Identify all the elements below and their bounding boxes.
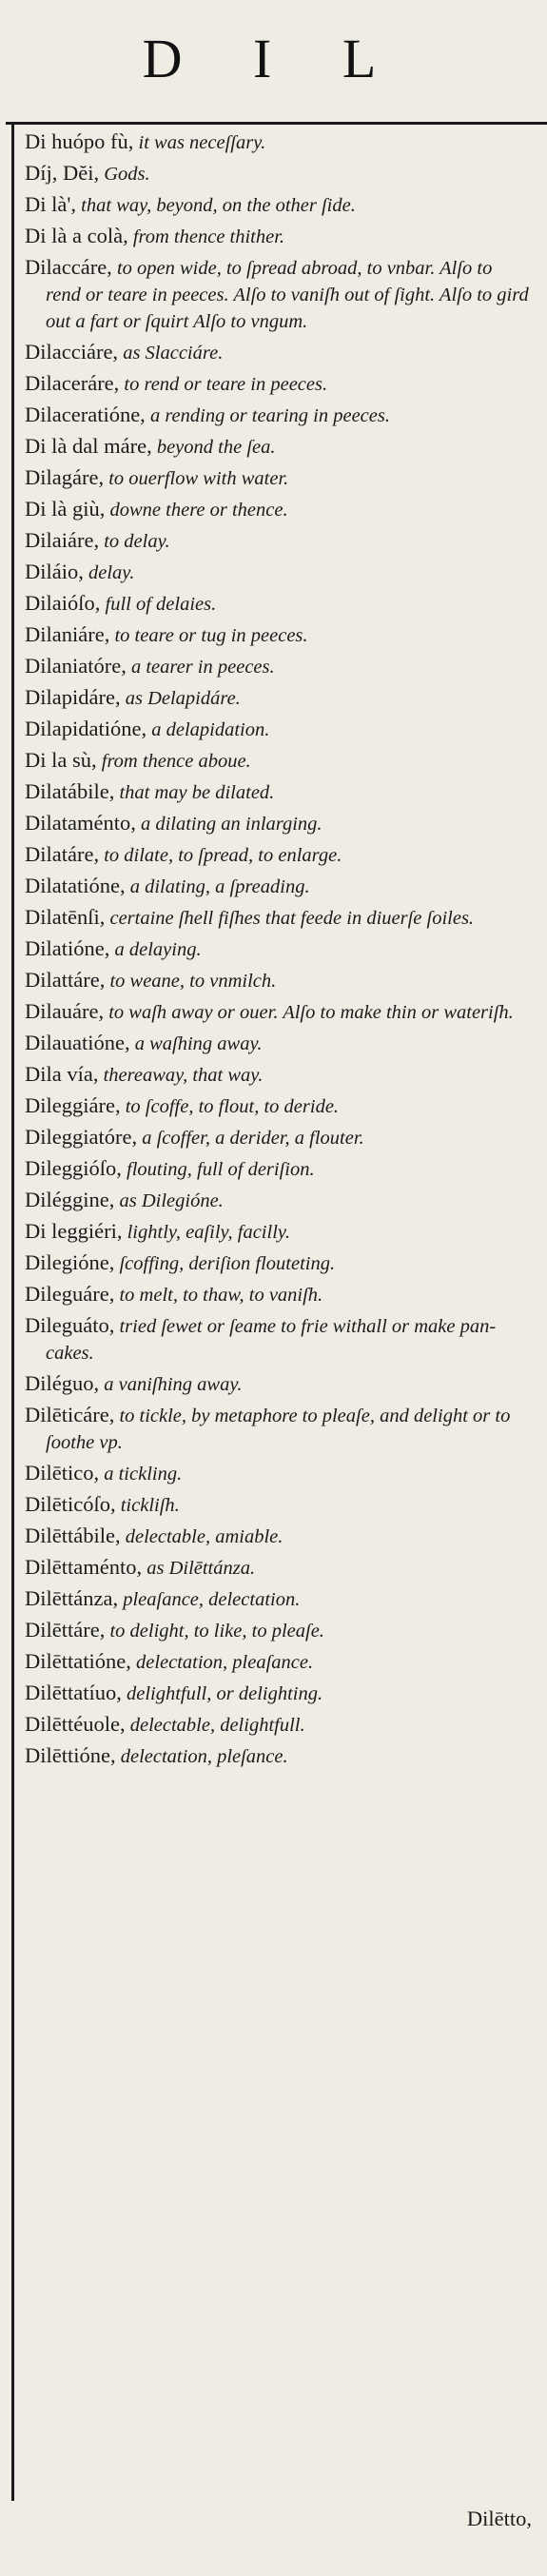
dictionary-entry <box>25 223 531 250</box>
entry-definition: a waſhing away. <box>129 1033 263 1054</box>
entry-headword: Di huópo fù, <box>25 129 134 153</box>
entry-definition: Gods. <box>99 164 150 185</box>
entry-headword: Di là giù, <box>25 497 106 521</box>
dictionary-entry <box>25 1155 531 1183</box>
entry-definition: lightly, eaſily, facilly. <box>122 1222 290 1243</box>
entry-definition: a tickling. <box>99 1464 183 1485</box>
entry-headword: Dilēttaménto, <box>25 1555 143 1579</box>
entry-definition: a dilating an inlarging. <box>135 814 322 835</box>
entry-list <box>25 128 531 1774</box>
entry-definition: to tickle, by metaphore to pleaſe, and delight or to ſoothe vp. <box>46 1406 511 1453</box>
entry-headword: Dilēttábile, <box>25 1524 121 1547</box>
dictionary-entry <box>25 1554 531 1582</box>
dictionary-entry <box>25 191 531 219</box>
dictionary-entry <box>25 559 531 586</box>
dictionary-entry <box>25 684 531 712</box>
entry-headword: Dilagáre, <box>25 465 105 489</box>
entry-headword: Dilapidáre, <box>25 685 121 709</box>
dictionary-entry <box>25 1648 531 1676</box>
entry-definition: as Slacciáre. <box>118 343 224 364</box>
dictionary-entry <box>25 254 531 335</box>
entry-headword: Dilatáre, <box>25 842 100 866</box>
entry-definition: certaine ſhell fiſhes that feede in diuerſe ſoiles. <box>105 908 475 929</box>
dictionary-entry <box>25 841 531 869</box>
entry-headword: Dilaniáre, <box>25 622 110 646</box>
dictionary-entry <box>25 1680 531 1707</box>
entry-definition: to melt, to thaw, to vaniſh. <box>114 1285 323 1306</box>
entry-definition: as Delapidáre. <box>120 688 241 709</box>
running-head: D I L <box>142 28 405 89</box>
dictionary-entry <box>25 1460 531 1487</box>
entry-headword: Dileguáre, <box>25 1282 115 1306</box>
entry-headword: Diléggine, <box>25 1188 115 1211</box>
entry-definition: to teare or tug in peeces. <box>109 625 308 646</box>
entry-definition: it was neceſſary. <box>133 132 266 153</box>
entry-headword: Dilauatióne, <box>25 1031 130 1054</box>
entry-definition: delay. <box>83 562 135 583</box>
dictionary-entry <box>25 967 531 994</box>
entry-definition: a delaying. <box>109 939 202 960</box>
entry-definition: flouting, full of deriſion. <box>121 1159 315 1180</box>
entry-headword: Di leggiéri, <box>25 1219 123 1243</box>
entry-definition: to dilate, to ſpread, to enlarge. <box>99 845 342 866</box>
dictionary-entry <box>25 1249 531 1277</box>
entry-headword: Dileguáto, <box>25 1313 115 1337</box>
entry-definition: delectation, pleaſance. <box>130 1652 314 1673</box>
entry-headword: Dilēticóſo, <box>25 1492 116 1516</box>
dictionary-entry <box>25 1585 531 1613</box>
entry-definition: to delight, to like, to pleaſe. <box>105 1621 324 1642</box>
entry-definition: to rend or teare in peeces. <box>119 374 328 395</box>
entry-headword: Dilētico, <box>25 1461 100 1485</box>
entry-headword: Dilatatióne, <box>25 874 126 897</box>
entry-definition: a dilating, a ſpreading. <box>125 876 310 897</box>
entry-definition: a ſcoffer, a derider, a flouter. <box>137 1128 364 1149</box>
entry-definition: delectable, amiable. <box>120 1526 283 1547</box>
dictionary-entry <box>25 653 531 680</box>
entry-headword: Di là dal máre, <box>25 434 152 458</box>
entry-headword: Dilaiáre, <box>25 528 100 552</box>
entry-headword: Dilaceratióne, <box>25 403 146 426</box>
entry-headword: Dileggiáre, <box>25 1093 121 1117</box>
entry-headword: Dilatióne, <box>25 936 110 960</box>
entry-definition: to waſh away or ouer. Alſo to make thin or wateriſh. <box>104 1002 514 1023</box>
dictionary-entry <box>25 904 531 932</box>
entry-headword: Dilattáre, <box>25 968 106 992</box>
dictionary-entry <box>25 1523 531 1550</box>
entry-headword: Dilapidatióne, <box>25 717 147 740</box>
entry-headword: Diláio, <box>25 560 84 583</box>
entry-headword: Díj, Dĕi, <box>25 161 100 185</box>
entry-headword: Diléguo, <box>25 1371 100 1395</box>
column-rule <box>11 122 14 2501</box>
entry-definition: a delapidation. <box>147 719 270 740</box>
entry-headword: Dilacciáre, <box>25 340 119 364</box>
entry-definition: to delay. <box>99 531 170 552</box>
dictionary-entry <box>25 873 531 900</box>
entry-definition: to ſcoffe, to flout, to deride. <box>120 1096 340 1117</box>
entry-headword: Dilēttióne, <box>25 1743 116 1767</box>
dictionary-entry <box>25 1124 531 1151</box>
entry-headword: Di là', <box>25 192 77 216</box>
dictionary-entry <box>25 1312 531 1367</box>
entry-definition: delightfull, or delighting. <box>121 1683 323 1704</box>
entry-headword: Dila vía, <box>25 1062 99 1086</box>
dictionary-entry <box>25 464 531 492</box>
dictionary-entry <box>25 128 531 156</box>
entry-definition: that way, beyond, on the other ſide. <box>76 195 356 216</box>
dictionary-entry <box>25 1092 531 1120</box>
entry-headword: Dilēttánza, <box>25 1586 119 1610</box>
entry-headword: Dilaccáre, <box>25 255 112 279</box>
entry-definition: delectable, delightfull. <box>125 1715 305 1736</box>
entry-definition: beyond the ſea. <box>151 437 276 458</box>
dictionary-entry <box>25 402 531 429</box>
page-header <box>0 0 547 124</box>
entry-definition: tried ſewet or ſeame to frie withall or make pan-cakes. <box>46 1316 497 1364</box>
dictionary-entry <box>25 935 531 963</box>
dictionary-entry <box>25 1491 531 1519</box>
dictionary-entry <box>25 998 531 1026</box>
dictionary-entry <box>25 339 531 366</box>
entry-definition: thereaway, that way. <box>98 1065 264 1086</box>
dictionary-entry <box>25 496 531 523</box>
dictionary-entry <box>25 527 531 555</box>
entry-headword: Dilēttáre, <box>25 1618 106 1642</box>
entry-headword: Dilaniatóre, <box>25 654 127 678</box>
entry-definition: tickliſh. <box>115 1495 180 1516</box>
dictionary-entry <box>25 1030 531 1057</box>
entry-headword: Dilataménto, <box>25 811 136 835</box>
dictionary-entry <box>25 1617 531 1644</box>
dictionary-entry <box>25 1742 531 1770</box>
entry-definition: as Dilēttánza. <box>142 1558 256 1579</box>
entry-headword: Dileggióſo, <box>25 1156 122 1180</box>
entry-headword: Dilatábile, <box>25 779 115 803</box>
dictionary-entry <box>25 590 531 618</box>
entry-definition: delectation, pleſance. <box>115 1746 288 1767</box>
entry-definition: downe there or thence. <box>105 500 288 521</box>
entry-definition: ſcoffing, deriſion flouteting. <box>114 1253 336 1274</box>
entry-definition: full of delaies. <box>100 594 217 615</box>
dictionary-entry <box>25 716 531 743</box>
entry-definition: to ouerflow with water. <box>104 468 289 489</box>
entry-definition: as Dilegióne. <box>114 1190 224 1211</box>
header-rule <box>6 122 547 125</box>
entry-headword: Dilaceráre, <box>25 371 120 395</box>
dictionary-entry <box>25 160 531 187</box>
entry-headword: Dileggiatóre, <box>25 1125 138 1149</box>
entry-headword: Di la sù, <box>25 748 97 772</box>
entry-headword: Dilatēnſi, <box>25 905 106 929</box>
dictionary-entry <box>25 1061 531 1089</box>
entry-headword: Di là a colà, <box>25 224 128 247</box>
entry-headword: Dilēttatíuo, <box>25 1681 122 1704</box>
entry-definition: from thence thither. <box>127 226 285 247</box>
entry-definition: to open wide, to ſpread abroad, to vnbar. Alſo to rend or teare in peeces. Alſo to vaniſh out of ſight. Alſo to gird out a fart or ſquirt Alſo to vngum. <box>46 258 529 332</box>
entry-definition: to weane, to vnmilch. <box>105 971 277 992</box>
entry-headword: Dilauáre, <box>25 999 105 1023</box>
entry-headword: Dilaióſo, <box>25 591 101 615</box>
entry-definition: a vaniſhing away. <box>99 1374 243 1395</box>
dictionary-entry <box>25 621 531 649</box>
dictionary-entry <box>25 1218 531 1246</box>
entry-headword: Dilēticáre, <box>25 1403 115 1426</box>
dictionary-entry <box>25 1711 531 1739</box>
dictionary-entry <box>25 1281 531 1308</box>
dictionary-entry <box>25 747 531 775</box>
dictionary-entry <box>25 1402 531 1456</box>
entry-headword: Dilēttatióne, <box>25 1649 131 1673</box>
dictionary-entry <box>25 1370 531 1398</box>
dictionary-entry <box>25 810 531 837</box>
entry-headword: Dilēttéuole, <box>25 1712 126 1736</box>
entry-definition: pleaſance, delectation. <box>118 1589 301 1610</box>
entry-definition: from thence aboue. <box>96 751 251 772</box>
entry-definition: a tearer in peeces. <box>126 657 275 678</box>
catchword: Dilētto, <box>466 2507 532 2530</box>
entry-definition: that may be dilated. <box>114 782 275 803</box>
dictionary-entry <box>25 1187 531 1214</box>
dictionary-entry <box>25 778 531 806</box>
dictionary-entry <box>25 433 531 461</box>
entry-headword: Dilegióne, <box>25 1250 115 1274</box>
entry-definition: a rending or tearing in peeces. <box>145 405 390 426</box>
dictionary-entry <box>25 370 531 398</box>
